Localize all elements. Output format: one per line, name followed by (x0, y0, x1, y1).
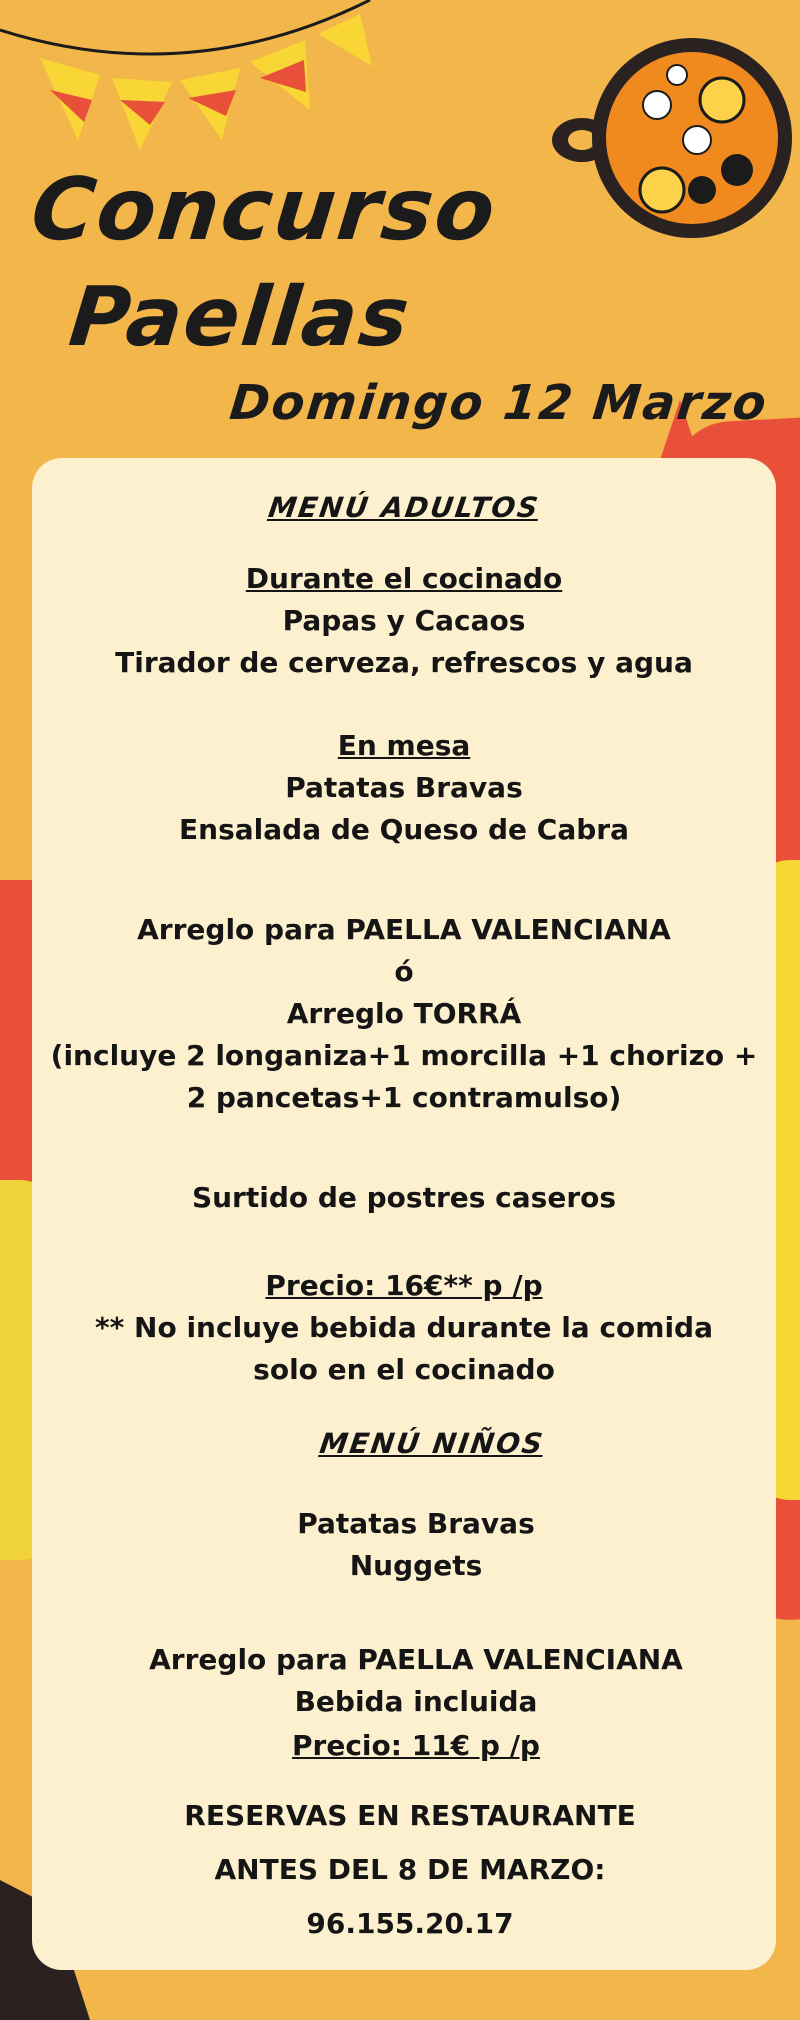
event-date: Domingo 12 Marzo (227, 375, 771, 431)
main-option-torra: Arreglo TORRÁ (286, 997, 522, 1030)
kids-menu-heading: MENÚ NIÑOS (317, 1427, 547, 1460)
title-line-2: Paellas (65, 270, 416, 365)
kids-drink: Bebida incluida (294, 1685, 538, 1718)
table-item: Ensalada de Queso de Cabra (179, 813, 629, 846)
dessert: Surtido de postres caseros (191, 1181, 617, 1214)
torra-detail: 2 pancetas+1 contramulso) (186, 1081, 622, 1114)
title-line-1: Concurso (26, 160, 502, 260)
adults-price: Precio: 16€** p /p (265, 1269, 543, 1302)
cooking-item: Papas y Cacaos (282, 604, 526, 637)
adults-menu-heading: MENÚ ADULTOS (266, 491, 542, 524)
kids-item: Patatas Bravas (297, 1507, 535, 1540)
kids-item: Nuggets (349, 1549, 483, 1582)
reservation-phone: 96.155.20.17 (306, 1907, 514, 1940)
bunting-flags-icon (0, 0, 380, 160)
kids-price: Precio: 11€ p /p (292, 1729, 540, 1762)
or-separator: ó (394, 955, 414, 988)
cooking-item: Tirador de cerveza, refrescos y agua (115, 646, 693, 679)
drink-note: ** No incluye bebida durante la comida (95, 1311, 713, 1344)
reservation-line-2: ANTES DEL 8 DE MARZO: (214, 1853, 606, 1886)
reservation-line-1: RESERVAS EN RESTAURANTE (184, 1799, 636, 1832)
table-item: Patatas Bravas (285, 771, 523, 804)
drink-note: solo en el cocinado (253, 1353, 555, 1386)
cooking-heading: Durante el cocinado (245, 562, 563, 595)
main-option-valenciana: Arreglo para PAELLA VALENCIANA (137, 913, 671, 946)
menu-card (32, 458, 776, 1970)
kids-main: Arreglo para PAELLA VALENCIANA (149, 1643, 683, 1676)
torra-detail: (incluye 2 longaniza+1 morcilla +1 chorizo + (50, 1039, 758, 1072)
paella-pan-icon (552, 20, 792, 250)
table-heading: En mesa (337, 729, 471, 762)
